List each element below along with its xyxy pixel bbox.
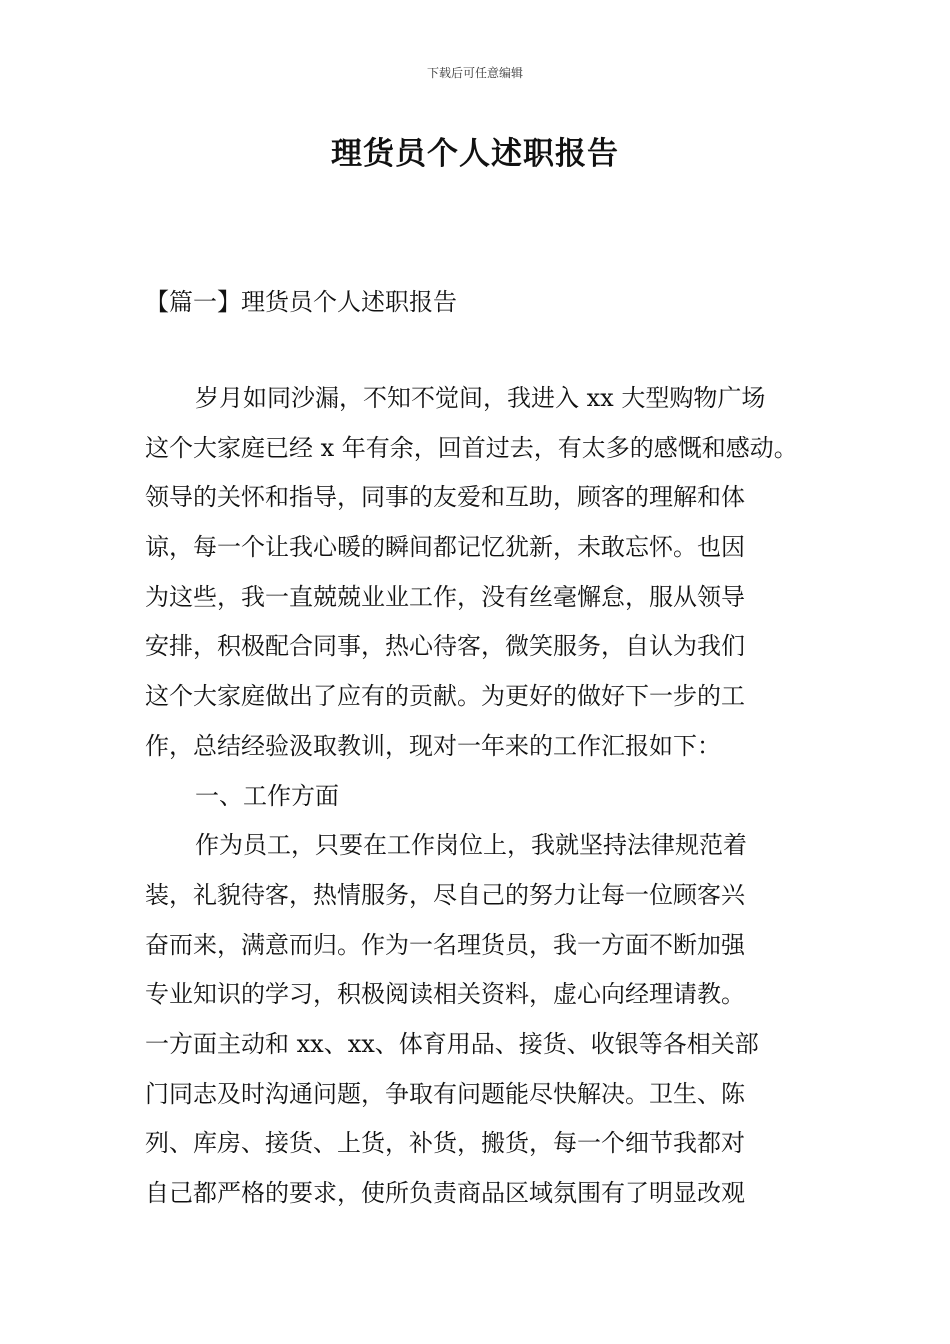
paragraph-line: 领导的关怀和指导，同事的友爱和互助，顾客的理解和体 [145,483,745,512]
paragraph-line: 为这些，我一直兢兢业业工作，没有丝毫懈怠，服从领导 [145,582,745,611]
paragraph-line: 一方面主动和 xx、xx、体育用品、接货、收银等各相关部 [145,1029,759,1058]
paragraph-line: 作为员工，只要在工作岗位上，我就坚持法律规范着 [195,831,747,860]
paragraph-line: 谅，每一个让我心暖的瞬间都记忆犹新，未敢忘怀。也因 [145,533,745,562]
paragraph-line: 自己都严格的要求，使所负责商品区域氛围有了明显改观 [145,1179,745,1207]
paragraph-line: 安排，积极配合同事，热心待客，微笑服务，自认为我们 [145,632,745,661]
document-title: 理货员个人述职报告 [331,136,619,172]
paragraph-line: 这个大家庭已经 x 年有余，回首过去，有太多的感慨和感动。 [145,433,798,462]
paragraph-line: 专业知识的学习，积极阅读相关资料，虚心向经理请教。 [145,980,745,1009]
paragraph-line: 作，总结经验汲取教训，现对一年来的工作汇报如下： [145,731,721,760]
subsection-heading: 一、工作方面 [195,781,339,810]
paragraph-line: 奋而来，满意而归。作为一名理货员，我一方面不断加强 [145,930,745,959]
body-text [145,374,815,1219]
paragraph-line: 这个大家庭做出了应有的贡献。为更好的做好下一步的工 [145,682,745,711]
header-note: 下载后可任意编辑 [426,66,523,80]
paragraph-line: 装，礼貌待客，热情服务，尽自己的努力让每一位顾客兴 [145,880,745,909]
paragraph-line: 门同志及时沟通问题，争取有问题能尽快解决。卫生、陈 [145,1079,745,1108]
paragraph-line: 岁月如同沙漏，不知不觉间，我进入 xx 大型购物广场 [195,384,766,412]
paragraph-line: 列、库房、接货、上货，补货，搬货，每一个细节我都对 [145,1129,745,1158]
section-heading: 【篇一】理货员个人述职报告 [145,288,457,316]
